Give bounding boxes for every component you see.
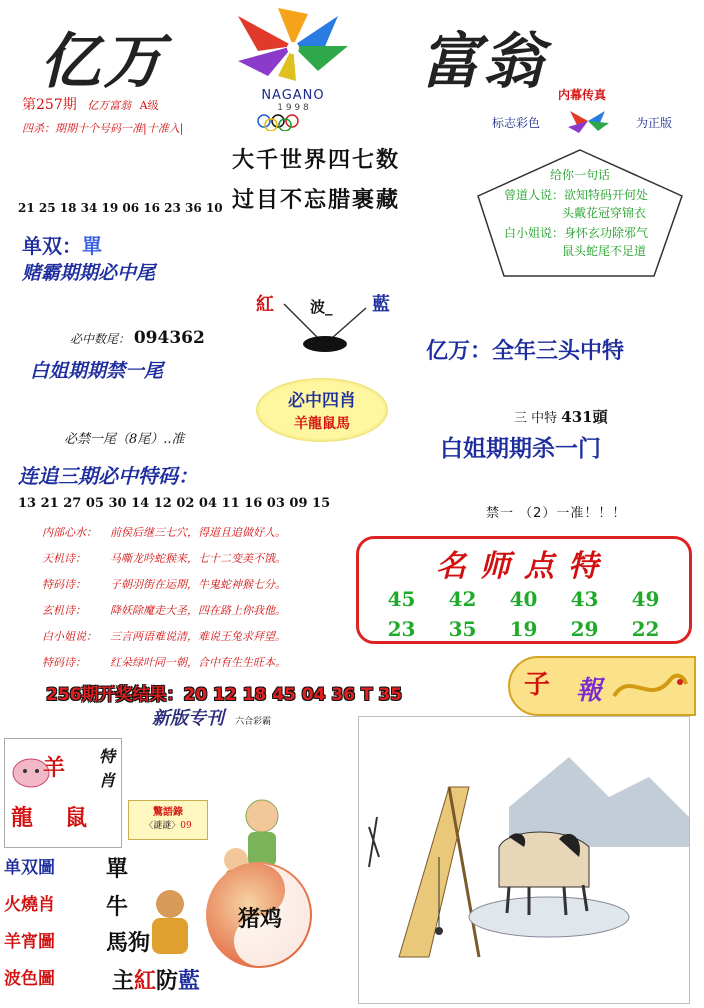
monk-icon [130,880,210,960]
mini-logo-icon [565,109,611,135]
issue-line [22,94,159,114]
brand-small: 亿万富翁 [87,99,132,112]
zhuanti-header [152,704,292,734]
three-period: 连追三期必中特码： [18,464,198,488]
title-char-yi: 亿 [40,27,98,97]
poem-label: 内部心水： [42,526,97,539]
nagano-logo [218,6,368,124]
side-vertical [97,745,117,793]
flower-logo-icon [218,6,368,86]
master-number: 29 [570,617,599,641]
olympic-rings-icon [218,113,368,131]
four-zodiac-animals: 羊龍鼠馬 [294,416,350,432]
fax-title: 内幕传真 [557,88,606,102]
logo-text: NAGANO [261,88,325,103]
poem-text: 红朵绿叶同一朝，合中有生生旺本。 [110,656,286,669]
master-pick-box [356,536,692,644]
fifteen-numbers: 13 21 27 05 30 14 12 02 04 11 16 03 09 15 [18,496,331,511]
single-double-label: 单双： [22,234,82,258]
title-char-fu: 富 [420,27,478,97]
couplet-line-1: 大千世界四七数 [232,147,401,173]
poem-row [42,650,358,676]
grade: A级 [139,99,159,112]
title-char-weng: 翁 [483,27,542,97]
bet-tail: 赌霸期期必中尾 [22,262,156,284]
dragon-icon [610,666,690,710]
book-title: 驚語錄 [153,807,183,818]
pentagon-text-1: 欲知特码开何处 [564,188,649,202]
ten-numbers: 21 25 18 34 19 06 16 23 36 10 [18,201,223,215]
lan-char: 藍 [178,968,201,994]
wave-block [256,284,396,364]
side-yang: 羊 [43,755,66,781]
master-number: 43 [570,587,599,611]
must-tail-label: 必中数尾： [70,332,131,346]
fax-left: 标志彩色 [492,115,541,130]
zodiac-zi: 子 [524,670,551,700]
master-number: 35 [448,617,477,641]
issue-number: 第257期 [22,97,77,113]
last-result: 256期开奖结果：20 12 18 45 04 36 T 35 [46,685,403,705]
book-num: 09 [180,821,192,831]
master-number: 23 [387,617,416,641]
zhuanti-sub: 六合彩霸 [235,717,272,727]
three-head-label: 三 中特 [514,411,558,426]
wave-blue: 藍 [372,294,390,315]
book-sub [129,818,207,831]
poem-text: 子朝羽街在运期，牛鬼蛇神猴七分。 [110,578,286,591]
side-xiao: 肖 [98,771,115,790]
pentagon-text-2: 头戴花冠穿锦衣 [562,206,647,220]
single-double-value: 單 [82,234,102,258]
couplet-line-2: 过目不忘腊裹藏 [232,187,401,213]
side-long: 龍 [11,805,34,831]
poem-label: 特码诗： [42,656,86,669]
ban-one: 禁一 （2）一准！！！ [486,506,627,521]
master-title: 名师点特 [436,549,612,584]
master-number: 19 [509,617,538,641]
pentagon-who-3: 白小姐说： [504,226,565,240]
three-head-value: 431頭 [561,408,608,426]
table-item-danshuang: 单双圖 [4,858,55,878]
white-kill-door: 白姐期期杀一门 [440,435,601,462]
table-item-yangxiao: 羊宵圖 [4,932,55,952]
hong-char: 紅 [134,968,157,994]
wave-red: 紅 [256,294,274,315]
ma-gou-label: 馬狗 [106,930,151,956]
zodiac-bao: 報 [576,676,603,706]
tables-column [4,850,80,1002]
ban-tail: 必禁一尾（8尾）..准 [64,432,185,447]
title-left [40,14,161,100]
poem-list [42,520,358,676]
poem-label: 玄机诗： [42,604,86,617]
single-double [22,230,102,259]
ox-painting-icon [359,717,689,1003]
four-zodiac-badge [256,378,388,442]
table-item-bose: 波色圖 [4,969,55,989]
poem-row [42,520,358,546]
master-number: 40 [509,587,538,611]
issue-subtitle: 四杀：期期十个号码一准|十准入| [22,122,184,135]
poem-row [42,572,358,598]
logo-year: 1 9 9 8 [277,103,309,113]
pot-icon [256,284,396,364]
must-tail [70,328,205,348]
zhu-hong-fang-lan [112,964,200,995]
three-head [514,406,608,427]
pentagon-text-3: 身怀玄功除邪气 [564,226,649,240]
dan-label: 單 [106,856,129,882]
yinyang-badge [206,862,312,968]
must-tail-value: 094362 [133,328,205,348]
fang-char: 防 [156,968,179,994]
poem-label: 特码诗： [42,578,86,591]
yiwan-special: 亿万：全年三头中特 [426,339,625,364]
book-sub-text: 〈謎謎〉 [144,821,181,831]
poem-label: 天机诗： [42,552,86,565]
side-te: 特 [98,747,115,766]
title-char-wan: 万 [103,27,162,97]
poem-row [42,598,358,624]
pentagon-lines [504,186,648,260]
pentagon-title: 给你一句话 [549,168,610,182]
pentagon-text-4: 鼠头蛇尾不足道 [562,244,647,258]
white-ban-tail: 白姐期期禁一尾 [30,360,164,382]
pentagon-box [474,148,686,278]
poem-text: 降妖除魔走大圣，四在路上你我他。 [110,604,286,617]
master-number: 49 [631,587,660,611]
fax-right: 为正版 [635,115,672,130]
zodiac-banner [508,656,696,716]
poem-row [42,624,358,650]
side-shu: 鼠 [65,805,88,831]
fax-box [492,86,672,142]
poem-row [42,546,358,572]
poem-text: 前侯后继三七穴，得道且追做好人。 [110,526,286,539]
zhuanti-title: 新版专刊 [152,708,224,729]
master-number: 45 [387,587,416,611]
book-card [128,800,208,840]
side-zodiac-box [4,738,122,848]
poem-label: 白小姐说： [42,630,97,643]
couplet [232,140,400,220]
poem-text: 三言两语难说清，难说王兔求拜望。 [110,630,286,643]
four-zodiac-title: 必中四肖 [288,391,356,411]
master-number: 22 [631,617,660,641]
poem-text: 马嘶龙吟蛇猴来，七十二变美不饿。 [110,552,286,565]
master-number: 42 [448,587,477,611]
zhu-ji-label: 猪鸡 [237,906,282,932]
wave-mid: 波_ [310,298,333,316]
table-item-huoshao: 火燒肖 [4,895,55,915]
pentagon-who-1: 曾道人说： [504,188,565,202]
painting-frame [358,716,690,1004]
zhu-char: 主 [112,968,135,994]
niu-label: 牛 [106,894,129,920]
master-numbers [371,587,689,641]
